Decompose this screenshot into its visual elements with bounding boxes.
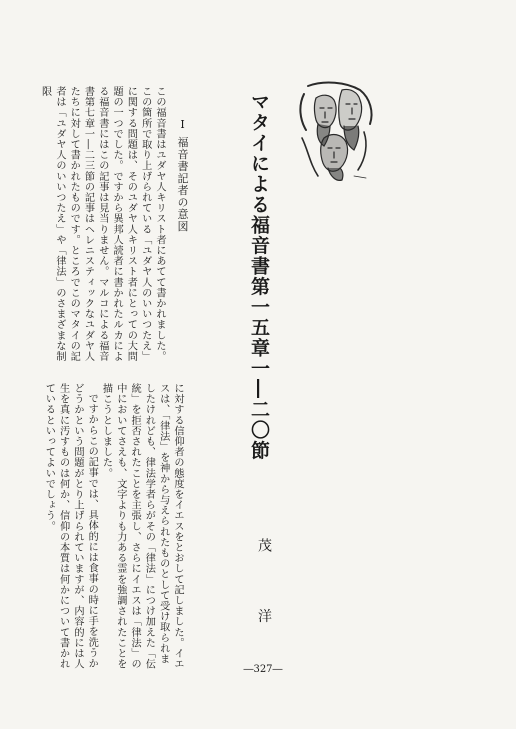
article-title: マタイによる福音書第一五章一―二〇節 bbox=[248, 92, 270, 461]
lower-body-text bbox=[43, 383, 184, 673]
upper-paragraph: この福音書はユダヤ人キリスト者にあてて書かれました。この箇所で取り上げられている「ユダヤ人のいいつたえ」に関する問題は、そのユダヤ人キリスト者にとっての大問題の一つでした。ですから異邦人読者に書かれたルカによる福音書にはこの記事は見当りません。マルコによる福音書第七章一―二三節の記事はヘレニスティックなユダヤ人たちに対して書かれたものです。ところでこのマタイの記者は「ユダヤ人のいいつたえ」や「律法」のさまざまな制限 bbox=[39, 86, 165, 362]
upper-body-text bbox=[36, 86, 166, 370]
lower-paragraph-1: に対する信仰者の態度をイエスをとおして記しました。イエスは、「律法」を神から与えられたものとして受け取られましたけれども、律法学者らがその「律法」につけ加えた「伝統」を拒否されたことを主張し、さらにイエスは「律法」の中においてさえも、文字よりも力ある霊を強調されたことを描こうとしました。 bbox=[100, 383, 183, 670]
section-heading: Ⅰ 福音書記者の意図 bbox=[176, 118, 189, 233]
woodcut-portrait-icon bbox=[294, 80, 376, 184]
lower-paragraph-2: ですからこの記事では、具体的には食事の時に手を洗うかどうかという問題がとり上げられていますが、内容的には人生を真に汚すものは何か、信仰の本質は何かについて書かれているといってよいでしょう。 bbox=[43, 383, 98, 670]
page-number: ―327― bbox=[243, 664, 283, 675]
author-name: 茂 洋 bbox=[256, 538, 272, 649]
